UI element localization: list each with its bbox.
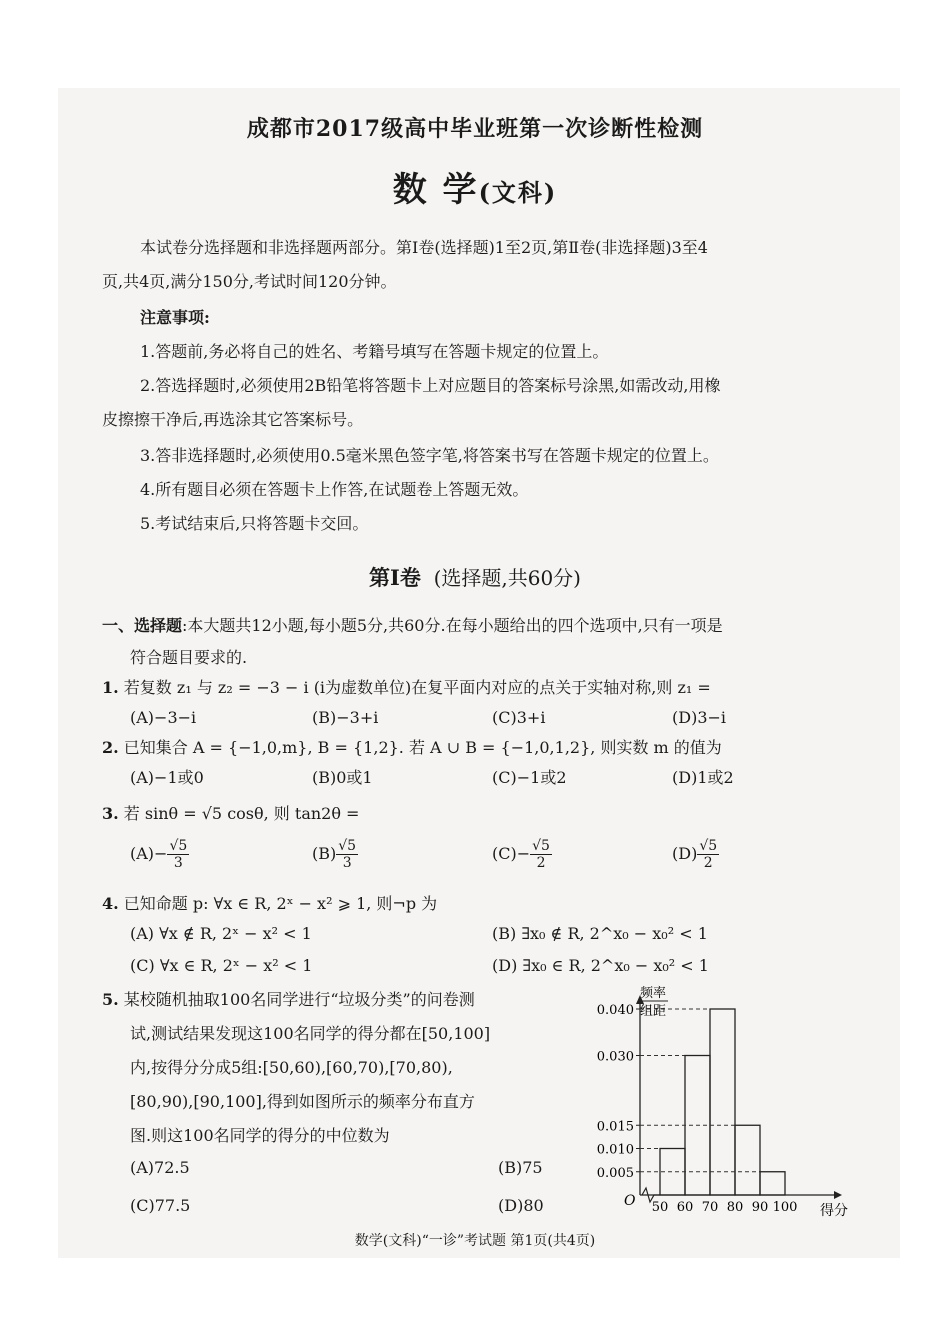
question-stem: 若 sinθ = √5 cosθ, 则 tan2θ = [123, 804, 360, 823]
note-item: 皮擦擦干净后,再选涂其它答案标号。 [102, 410, 364, 429]
x-tick-label: 50 [651, 1200, 669, 1215]
page-footer: 数学(文科)“一诊”考试题 第1页(共4页) [354, 1233, 596, 1249]
question-4 [102, 894, 437, 914]
question-2 [102, 738, 722, 758]
section-title-main: 第Ⅰ卷 [369, 565, 421, 590]
note-item: 2.答选择题时,必须使用2B铅笔将答题卡上对应题目的答案标号涂黑,如需改动,用橡 [140, 376, 721, 395]
option-label: (B) [312, 844, 337, 863]
option-label: (A) [130, 844, 155, 863]
option-b: (B)−3+i [312, 708, 379, 727]
fraction-numerator: √5 [699, 838, 718, 854]
y-tick-label: 0.010 [596, 1142, 634, 1158]
y-tick-label: 0.005 [596, 1165, 634, 1181]
origin-label: O [624, 1193, 636, 1209]
frequency-histogram [580, 975, 860, 1225]
note-item: 5.考试结束后,只将答题卡交回。 [140, 514, 369, 533]
question-stem: 若复数 z₁ 与 z₂ = −3 − i (i为虚数单位)在复平面内对应的点关于实轴对称,则 z₁ = [123, 678, 711, 697]
x-axis-label: 得分 [820, 1203, 848, 1219]
question-number: 5. [102, 990, 119, 1009]
x-tick-label: 60 [676, 1200, 694, 1215]
option-b: (B)0或1 [312, 768, 373, 787]
x-tick-label: 100 [772, 1200, 798, 1215]
option-sign: − [516, 844, 531, 863]
fraction-numerator: √5 [532, 838, 550, 854]
question-number: 3. [102, 804, 119, 823]
x-tick-label: 80 [726, 1200, 744, 1215]
fraction-denominator: 2 [703, 855, 713, 871]
note-item: 3.答非选择题时,必须使用0.5毫米黑色签字笔,将答案书写在答题卡规定的位置上。 [140, 446, 719, 465]
option-a: (A)72.5 [130, 1158, 190, 1177]
y-tick-label: 0.015 [596, 1119, 634, 1135]
section-title-sub: (选择题,共60分) [433, 566, 581, 590]
fraction-denominator: 3 [342, 855, 352, 871]
option-b: (B)75 [498, 1158, 543, 1177]
intro-line-2: 页,共4页,满分150分,考试时间120分钟。 [102, 272, 397, 291]
question-3 [102, 804, 359, 824]
question-stem: 已知集合 A = {−1,0,m}, B = {1,2}. 若 A ∪ B = {−1,0,1,2}, 则实数 m 的值为 [123, 738, 722, 757]
question-1 [102, 678, 711, 698]
histogram-bar [735, 1125, 760, 1195]
subject-title [0, 162, 950, 211]
fraction [697, 838, 719, 871]
option-c [492, 838, 552, 871]
question-stem: 某校随机抽取100名同学进行“垃圾分类”的问卷测 [123, 990, 475, 1009]
option-c: (C)−1或2 [492, 768, 567, 787]
question-number: 2. [102, 738, 119, 757]
y-axis-label-denominator: 组距 [639, 1004, 667, 1019]
part-label: 一、选择题 [102, 616, 183, 635]
question-5 [102, 990, 475, 1010]
option-d: (D)80 [498, 1196, 544, 1215]
fraction [530, 838, 552, 871]
section-title [0, 562, 950, 592]
x-tick-label: 90 [751, 1200, 769, 1215]
histogram-bar [760, 1172, 785, 1195]
fraction-denominator: 2 [536, 855, 546, 871]
option-label: (D) [672, 844, 698, 863]
exam-title: 成都市2017级高中毕业班第一次诊断性检测 [246, 116, 704, 142]
question-stem: 已知命题 p: ∀x ∈ R, 2ˣ − x² ⩾ 1, 则¬p 为 [123, 894, 438, 913]
x-tick-label: 70 [701, 1200, 719, 1215]
question-stem-line: 试,测试结果发现这100名同学的得分都在[50,100] [130, 1024, 491, 1043]
question-number: 1. [102, 678, 119, 697]
option-c: (C)3+i [492, 708, 546, 727]
option-b: (B) ∃x₀ ∉ R, 2^x₀ − x₀² < 1 [492, 924, 708, 943]
subject-main: 数 学 [392, 170, 479, 210]
fraction [167, 838, 189, 871]
notes-heading: 注意事项: [140, 308, 210, 327]
question-stem-line: 内,按得分分成5组:[50,60),[60,70),[70,80), [130, 1058, 453, 1077]
y-tick-label: 0.040 [596, 1003, 634, 1018]
y-tick-label: 0.030 [596, 1049, 634, 1065]
option-a [130, 838, 189, 871]
part-text: :本大题共12小题,每小题5分,共60分.在每小题给出的四个选项中,只有一项是 [182, 616, 723, 635]
option-c: (C)77.5 [130, 1196, 191, 1215]
intro-line-1: 本试卷分选择题和非选择题两部分。第Ⅰ卷(选择题)1至2页,第Ⅱ卷(非选择题)3至4 [140, 238, 708, 257]
fraction-numerator: √5 [338, 838, 357, 854]
option-c: (C) ∀x ∈ R, 2ˣ − x² < 1 [130, 956, 313, 975]
subject-sub: (文科) [478, 178, 558, 207]
option-d: (D)1或2 [672, 768, 734, 787]
option-d: (D) ∃x₀ ∈ R, 2^x₀ − x₀² < 1 [492, 956, 709, 975]
option-a: (A) ∀x ∉ R, 2ˣ − x² < 1 [130, 924, 312, 943]
option-d [672, 838, 719, 871]
option-sign: − [154, 844, 168, 863]
x-axis-arrow [834, 1191, 842, 1199]
note-item: 1.答题前,务必将自己的姓名、考籍号填写在答题卡规定的位置上。 [140, 342, 609, 361]
option-a: (A)−3−i [130, 708, 197, 727]
note-item: 4.所有题目必须在答题卡上作答,在试题卷上答题无效。 [140, 480, 529, 499]
option-b [312, 838, 358, 871]
y-axis-label-numerator: 频率 [639, 986, 667, 1001]
question-stem-line: 图.则这100名同学的得分的中位数为 [130, 1126, 390, 1145]
option-d: (D)3−i [672, 708, 727, 727]
question-number: 4. [102, 894, 119, 913]
fraction-denominator: 3 [173, 855, 183, 871]
fraction-numerator: √5 [169, 838, 188, 854]
option-label: (C) [492, 844, 517, 863]
histogram-bar [710, 1009, 735, 1195]
option-a: (A)−1或0 [130, 768, 204, 787]
part-instructions [102, 616, 723, 636]
fraction [336, 838, 358, 871]
part-instructions-cont: 符合题目要求的. [130, 648, 248, 667]
question-stem-line: [80,90),[90,100],得到如图所示的频率分布直方 [130, 1092, 475, 1111]
